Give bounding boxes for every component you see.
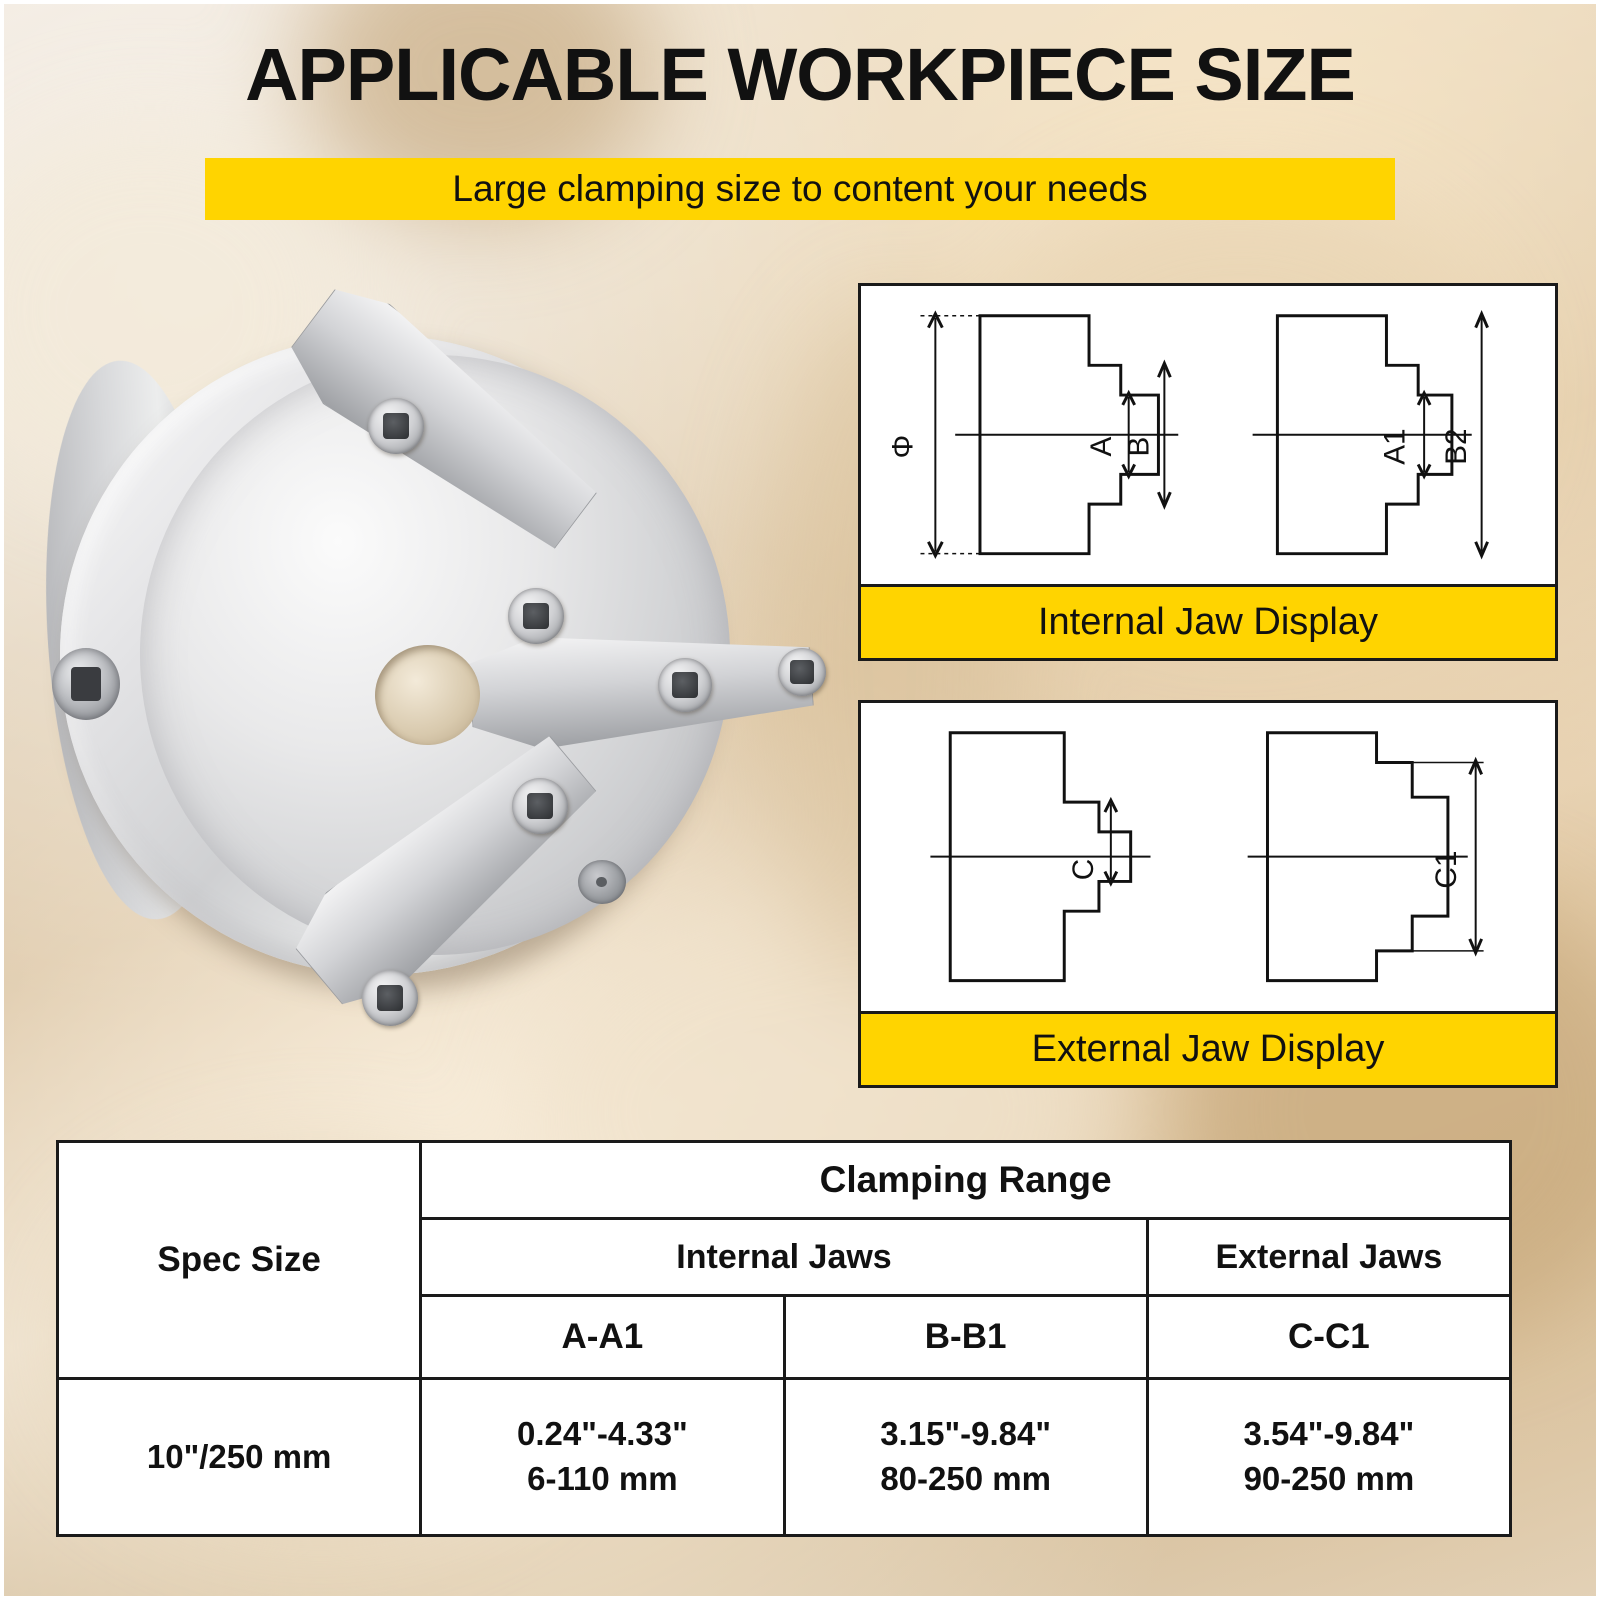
cell-b-range-mm: 80-250 mm bbox=[880, 1460, 1051, 1497]
external-jaw-caption-text: External Jaw Display bbox=[1031, 1028, 1385, 1070]
jaw-bolt bbox=[778, 648, 826, 696]
subtitle-text: Large clamping size to content your needs bbox=[452, 168, 1148, 209]
page-title: APPLICABLE WORKPIECE SIZE bbox=[245, 33, 1355, 116]
internal-jaw-panel bbox=[858, 283, 1558, 661]
external-jaw-caption bbox=[861, 1011, 1555, 1085]
header-code-c: C-C1 bbox=[1147, 1296, 1510, 1379]
header-code-b: B-B1 bbox=[784, 1296, 1147, 1379]
cell-a-range bbox=[421, 1379, 784, 1536]
jaw-bolt bbox=[508, 588, 564, 644]
product-photo bbox=[30, 300, 840, 1110]
chuck-face-pin bbox=[578, 860, 626, 904]
table-row bbox=[58, 1379, 1511, 1536]
cell-c-range-mm: 90-250 mm bbox=[1243, 1460, 1415, 1497]
header-code-a: A-A1 bbox=[421, 1296, 784, 1379]
cell-a-range-mm: 6-110 mm bbox=[527, 1460, 678, 1497]
header-internal-jaws: Internal Jaws bbox=[421, 1219, 1148, 1296]
label-b2: B2 bbox=[1439, 428, 1473, 465]
cell-c-range-inch: 3.54"-9.84" bbox=[1243, 1415, 1415, 1453]
jaw-bolt bbox=[362, 970, 418, 1026]
label-phi: Φ bbox=[886, 434, 920, 459]
cell-c-range bbox=[1147, 1379, 1510, 1536]
label-c: C bbox=[1066, 858, 1100, 881]
table-header-row-1 bbox=[58, 1142, 1511, 1219]
label-c1: C1 bbox=[1429, 850, 1463, 889]
jaw-bolt bbox=[512, 778, 568, 834]
subtitle-banner bbox=[205, 158, 1395, 220]
jaw-bolt bbox=[368, 398, 424, 454]
jaw-bolt bbox=[658, 658, 712, 712]
internal-jaw-caption-text: Internal Jaw Display bbox=[1037, 601, 1379, 643]
cell-b-range-inch: 3.15"-9.84" bbox=[880, 1415, 1051, 1453]
header-spec-size: Spec Size bbox=[58, 1142, 421, 1379]
external-jaw-diagram bbox=[861, 703, 1555, 1010]
cell-spec-size: 10"/250 mm bbox=[58, 1379, 421, 1536]
chuck-key-socket bbox=[52, 648, 120, 720]
header-external-jaws: External Jaws bbox=[1147, 1219, 1510, 1296]
internal-jaw-caption bbox=[861, 584, 1555, 658]
cell-a-range-inch: 0.24"-4.33" bbox=[517, 1415, 688, 1453]
label-a1: A1 bbox=[1378, 428, 1412, 465]
internal-jaw-diagram bbox=[861, 286, 1555, 583]
header-clamping-range: Clamping Range bbox=[421, 1142, 1511, 1219]
external-jaw-panel bbox=[858, 700, 1558, 1088]
spec-table bbox=[56, 1140, 1512, 1537]
label-a: A bbox=[1084, 436, 1118, 457]
cell-b-range bbox=[784, 1379, 1147, 1536]
label-b: B bbox=[1122, 436, 1156, 457]
